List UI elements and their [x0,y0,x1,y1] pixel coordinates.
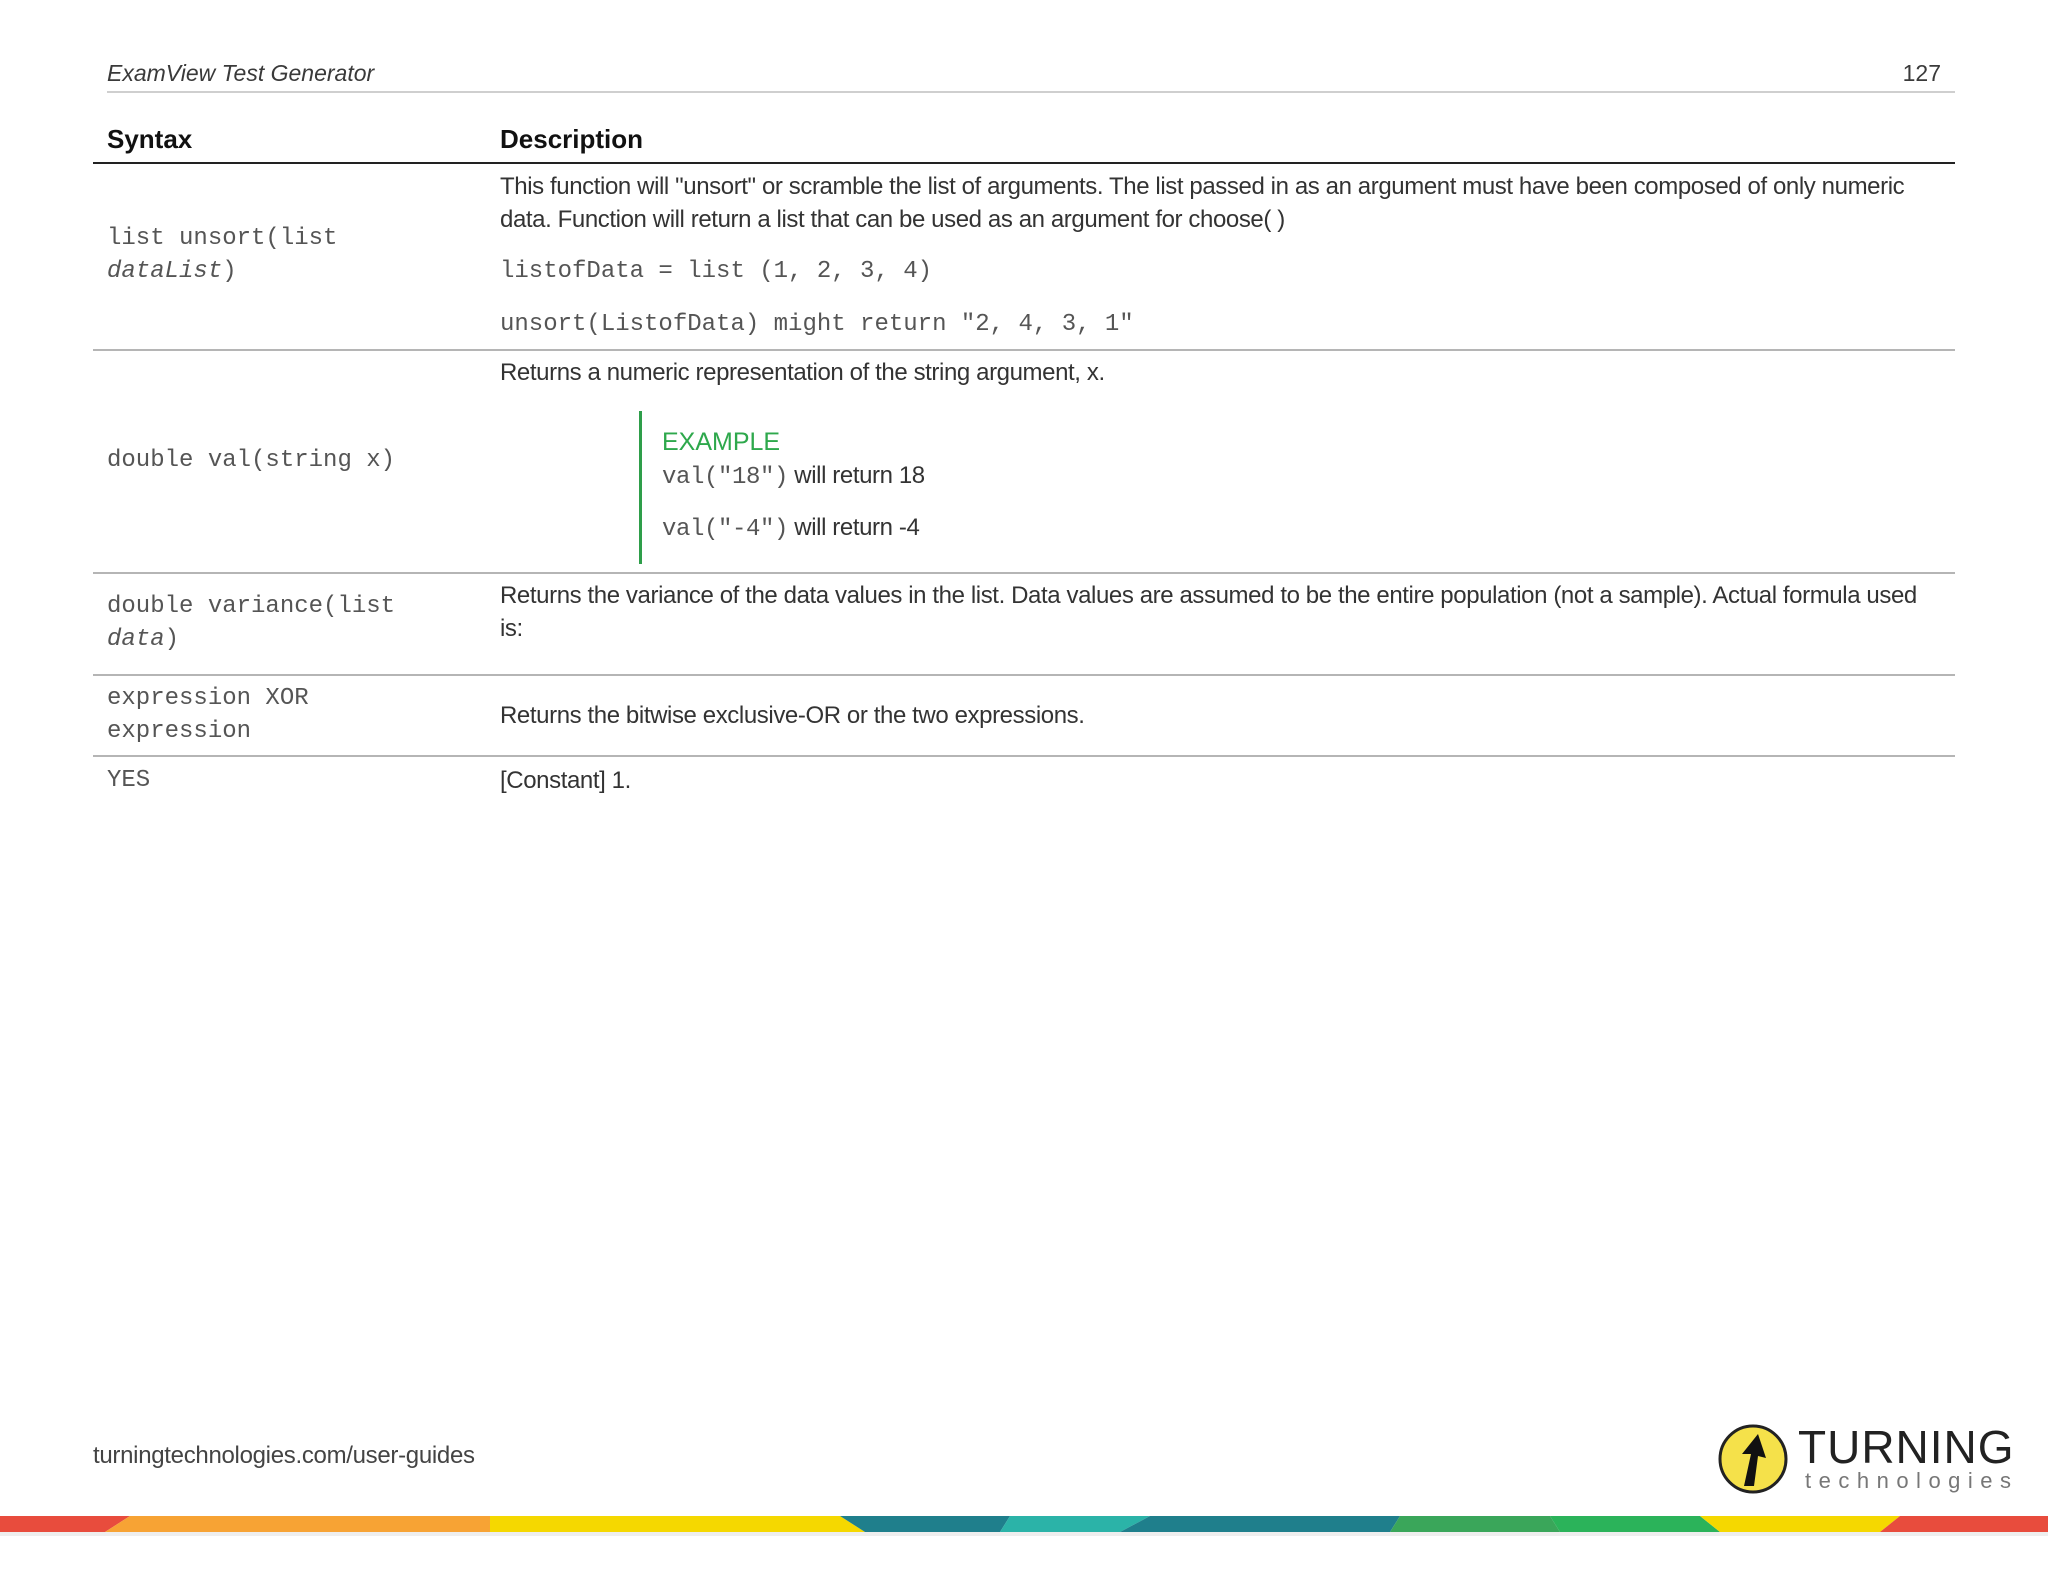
code-example-unsort: unsort(ListofData) might return "2, 4, 3, 1" [500,311,1134,338]
example-label: EXAMPLE [662,428,781,456]
table-header-divider [93,162,1955,164]
page-number: 127 [1902,60,1941,86]
logo-wordmark: TURNING [1798,1421,2015,1473]
syntax-variance: double variance(list data) [107,593,396,653]
description-yes: [Constant] 1. [500,767,631,794]
turning-arrow-icon [1718,1424,1788,1494]
description-val: Returns a numeric representation of the string argument, x. [500,359,1105,386]
column-header-description: Description [500,124,644,154]
syntax-unsort: list unsort(list dataList) [107,225,338,285]
example-accent-bar [639,411,642,564]
column-header-syntax: Syntax [107,124,193,154]
header-divider [107,91,1955,93]
turning-technologies-logo [1718,1421,2019,1496]
description-xor: Returns the bitwise exclusive-OR or the two expressions. [500,702,1085,729]
document-title: ExamView Test Generator [107,60,375,86]
footer-url[interactable]: turningtechnologies.com/user-guides [93,1442,475,1469]
syntax-yes: YES [107,767,151,794]
row-divider [93,572,1955,574]
row-divider [93,674,1955,676]
description-unsort: This function will "unsort" or scramble the list of arguments. The list passed in as an argument must have been composed of only numeric data. Function will return a list that can be used as an argument for choose( ) [500,173,1905,233]
example-line-2: val("-4") will return -4 [662,514,920,543]
row-divider [93,755,1955,757]
syntax-xor: expression XOR expression [107,685,309,745]
syntax-val: double val(string x) [107,447,396,474]
code-example-list: listofData = list (1, 2, 3, 4) [500,258,933,285]
color-stripe-band [0,1512,2048,1536]
logo-subtitle: technologies [1805,1468,2019,1493]
example-line-1: val("18") will return 18 [662,462,925,491]
description-variance: Returns the variance of the data values in the list. Data values are assumed to be the entire population (not a sample). Actual formula used is: [500,582,1917,642]
row-divider [93,349,1955,351]
